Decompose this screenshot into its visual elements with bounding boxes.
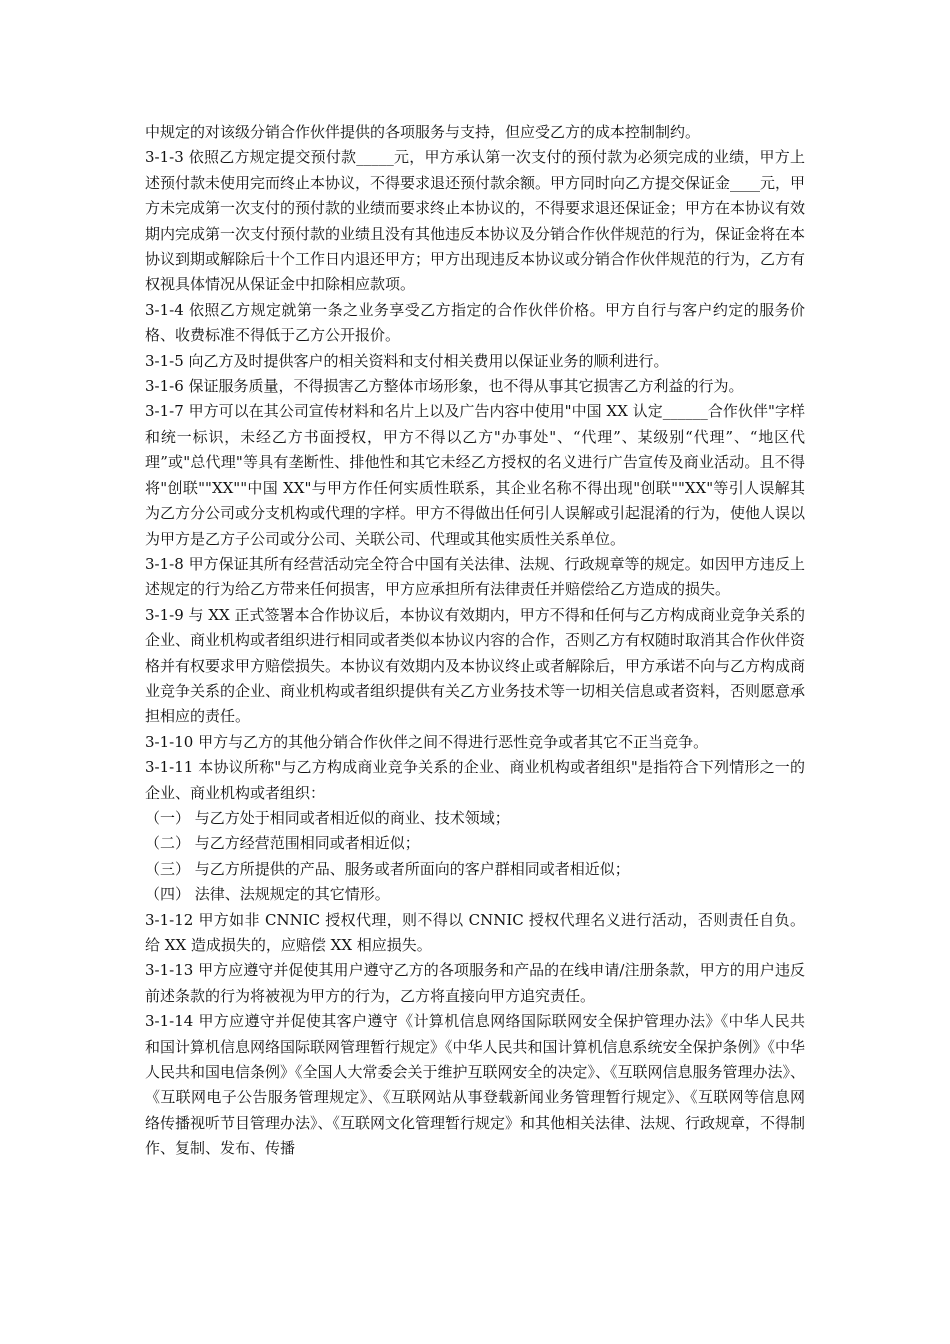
clause-3-1-5: 3-1-5 向乙方及时提供客户的相关资料和支付相关费用以保证业务的顺利进行。 [145, 351, 669, 370]
clause-3-1-4: 3-1-4 依照乙方规定就第一条之业务享受乙方指定的合作伙伴价格。甲方自行与客户约定的服务价格、收费标准不得低于乙方公开报价。 [145, 300, 805, 345]
paragraph-continuation: 中规定的对该级分销合作伙伴提供的各项服务与支持，但应受乙方的成本控制制约。 [145, 123, 701, 141]
list-item-2: （二） 与乙方经营范围相同或者相近似； [145, 834, 420, 853]
clause-3-1-9: 3-1-9 与 XX 正式签署本合作协议后，本协议有效期内，甲方不得和任何与乙方构成商业竞争关系的企业、商业机构或者组织进行相同或者类似本协议内容的合作，否则乙方有权随时取消其合作伙伴资格并有权要求甲方赔偿损失。本协议有效期内及本协议终止或者解除后，甲方承诺不向与乙方构成商业竞争关系的企业、商业机构或者组织提供有关乙方业务技术等一切相关信息或者资料，否则愿意承担相应的责任。 [145, 605, 806, 726]
list-item-3: （三） 与乙方所提供的产品、服务或者所面向的客户群相同或者相近似； [145, 859, 630, 878]
clause-3-1-3: 3-1-3 依照乙方规定提交预付款_____元，甲方承认第一次支付的预付款为必须完成的业绩，甲方上述预付款未使用完而终止本协议，不得要求退还预付款余额。甲方同时向乙方提交保证金____元，甲方未完成第一次支付的预付款的业绩而要求终止本协议的，不得要求退还保证金；甲方在本协议有效期内完成第一次支付预付款的业绩且没有其他违反本协议及分销合作伙伴规范的行为，保证金将在本协议到期或解除后十个工作日内退还甲方；甲方出现违反本协议或分销合作伙伴规范的行为，乙方有权视具体情况从保证金中扣除相应款项。 [145, 148, 806, 294]
clause-3-1-11: 3-1-11 本协议所称"与乙方构成商业竞争关系的企业、商业机构或者组织"是指符合下列情形之一的企业、商业机构或者组织： [145, 758, 805, 802]
clause-3-1-7: 3-1-7 甲方可以在其公司宣传材料和名片上以及广告内容中使用"中国 XX 认定______合作伙伴"字样和统一标识，未经乙方书面授权，甲方不得以乙方"办事处"、“代理”、某级别“代理”、“地区代理”或"总代理"等具有垄断性、排他性和其它未经乙方授权的名义进行广告宣传及商业活动。且不得将"创联""XX""中国 XX"与甲方作任何实质性联系，其企业名称不得出现"创联""XX"等引人误解其为乙方分公司或分支机构或代理的字样。甲方不得做出任何引人误解或引起混淆的行为，使他人误以为甲方是乙方子公司或分公司、关联公司、代理或其他实质性关系单位。 [145, 402, 806, 548]
clause-3-1-14: 3-1-14 甲方应遵守并促使其客户遵守《计算机信息网络国际联网安全保护管理办法》《中华人民共和国计算机信息网络国际联网管理暂行规定》《中华人民共和国计算机信息系统安全保护条例》《中华人民共和国电信条例》《全国人大常委会关于维护互联网安全的决定》、《互联网信息服务管理办法》、《互联网电子公告服务管理规定》、《互联网站从事登载新闻业务管理暂行规定》、《互联网等信息网络传播视听节目管理办法》、《互联网文化管理暂行规定》和其他相关法律、法规、行政规章，不得制作、复制、发布、传播 [145, 1012, 806, 1158]
document-page [145, 120, 805, 1162]
clause-3-1-6: 3-1-6 保证服务质量，不得损害乙方整体市场形象，也不得从事其它损害乙方利益的行为。 [145, 377, 744, 396]
list-item-4: （四） 法律、法规规定的其它情形。 [145, 885, 390, 904]
clause-3-1-8: 3-1-8 甲方保证其所有经营活动完全符合中国有关法律、法规、行政规章等的规定。如因甲方违反上述规定的行为给乙方带来任何损害，甲方应承担所有法律责任并赔偿给乙方造成的损失。 [145, 554, 805, 599]
list-item-1: （一） 与乙方处于相同或者相近似的商业、技术领域； [145, 808, 510, 827]
clause-3-1-10: 3-1-10 甲方与乙方的其他分销合作伙伴之间不得进行恶性竞争或者其它不正当竞争。 [145, 732, 709, 751]
clause-3-1-12: 3-1-12 甲方如非 CNNIC 授权代理，则不得以 CNNIC 授权代理名义进行活动，否则责任自负。给 XX 造成损失的，应赔偿 XX 相应损失。 [145, 910, 805, 954]
clause-3-1-13: 3-1-13 甲方应遵守并促使其用户遵守乙方的各项服务和产品的在线申请/注册条款，甲方的用户违反前述条款的行为将被视为甲方的行为，乙方将直接向甲方追究责任。 [145, 961, 805, 1005]
